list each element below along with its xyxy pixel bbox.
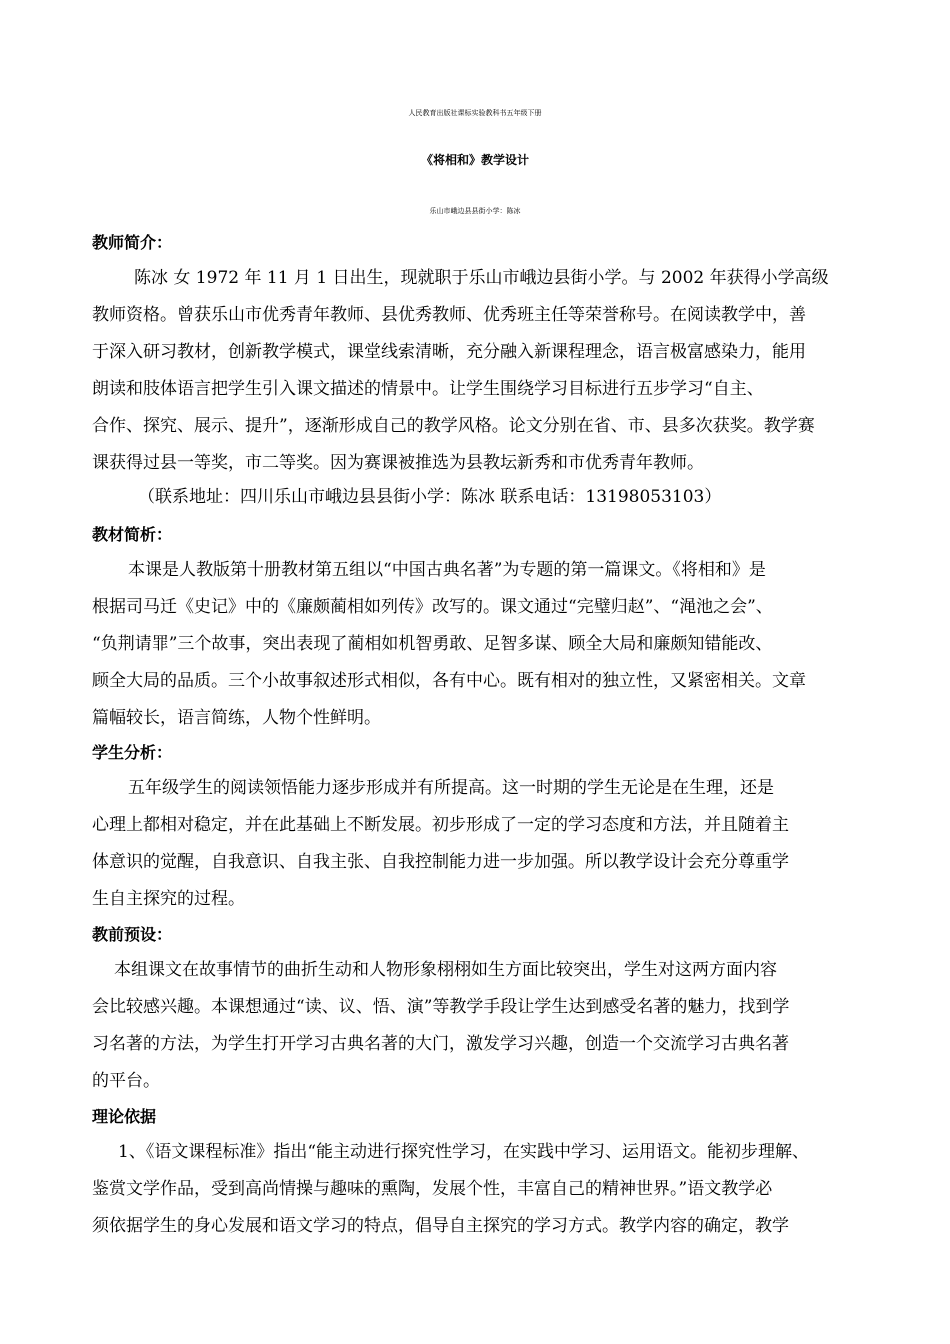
document-title: 《将相和》教学设计	[420, 153, 529, 167]
paragraph-line: 篇幅较长，语言简练，人物个性鲜明。	[92, 708, 381, 728]
paragraph-line: 朗读和肢体语言把学生引入课文描述的情景中。让学生围绕学习目标进行五步学习“自主、	[92, 379, 764, 399]
paragraph-line: 的平台。	[92, 1071, 160, 1091]
paragraph-line: 合作、探究、展示、提升”，逐渐形成自己的教学风格。论文分别在省、市、县多次获奖。教学赛	[92, 416, 815, 436]
paragraph-line: “负荆请罪”三个故事，突出表现了蔺相如机智勇敢、足智多谋、顾全大局和廉颇知错能改、	[92, 634, 773, 654]
contact-info: （联系地址：四川乐山市峨边县县街小学：陈冰 联系电话：13198053103）	[138, 487, 722, 507]
paragraph-line: 教师资格。曾获乐山市优秀青年教师、县优秀教师、优秀班主任等荣誉称号。在阅读教学中，善	[92, 305, 806, 325]
paragraph-line: 生自主探究的过程。	[92, 889, 245, 909]
section-heading-preset: 教前预设：	[92, 925, 173, 944]
paragraph-line: 本课是人教版第十册教材第五组以“中国古典名著”为专题的第一篇课文。《将相和》是	[128, 560, 766, 580]
paragraph-line: 鉴赏文学作品，受到高尚情操与趣味的熏陶，发展个性，丰富自己的精神世界。”语文教学必	[92, 1179, 773, 1199]
paragraph-line: 课获得过县一等奖，市二等奖。因为赛课被推选为县教坛新秀和市优秀青年教师。	[92, 453, 704, 473]
paragraph-line: 根据司马迁《史记》中的《廉颇蔺相如列传》改写的。课文通过“完璧归赵”、“渑池之会”、	[92, 597, 773, 617]
paragraph-line: 1、《语文课程标准》指出“能主动进行探究性学习，在实践中学习、运用语文。能初步理解、	[118, 1142, 810, 1162]
paragraph-line: 顾全大局的品质。三个小故事叙述形式相似，各有中心。既有相对的独立性，又紧密相关。文章	[92, 671, 806, 691]
paragraph-line: 习名著的方法，为学生打开学习古典名著的大门，激发学习兴趣，创造一个交流学习古典名著	[92, 1034, 789, 1054]
paragraph-line: 会比较感兴趣。本课想通过“读、议、悟、演”等教学手段让学生达到感受名著的魅力，找到学	[92, 997, 790, 1017]
section-heading-teacher: 教师简介：	[92, 233, 173, 252]
paragraph-line: 体意识的觉醒，自我意识、自我主张、自我控制能力进一步加强。所以教学设计会充分尊重学	[92, 852, 789, 872]
paragraph-line: 本组课文在故事情节的曲折生动和人物形象栩栩如生方面比较突出，学生对这两方面内容	[114, 960, 777, 980]
section-heading-material: 教材简析：	[92, 525, 173, 544]
paragraph-line: 须依据学生的身心发展和语文学习的特点，倡导自主探究的学习方式。教学内容的确定，教学	[92, 1216, 789, 1236]
document-subtitle: 人民教育出版社课标实验教科书五年级下册	[408, 109, 542, 117]
section-heading-students: 学生分析：	[92, 743, 173, 762]
paragraph-line: 陈冰 女 1972 年 11 月 1 日出生，现就职于乐山市峨边县街小学。与 2002 年获得小学高级	[134, 268, 829, 288]
paragraph-line: 于深入研习教材，创新教学模式，课堂线索清晰，充分融入新课程理念，语言极富感染力，能用	[92, 342, 806, 362]
section-heading-theory: 理论依据	[92, 1107, 157, 1126]
paragraph-line: 五年级学生的阅读领悟能力逐步形成并有所提高。这一时期的学生无论是在生理，还是	[128, 778, 774, 798]
document-author: 乐山市峨边县县街小学：陈冰	[429, 207, 521, 215]
paragraph-line: 心理上都相对稳定，并在此基础上不断发展。初步形成了一定的学习态度和方法，并且随着主	[92, 815, 789, 835]
